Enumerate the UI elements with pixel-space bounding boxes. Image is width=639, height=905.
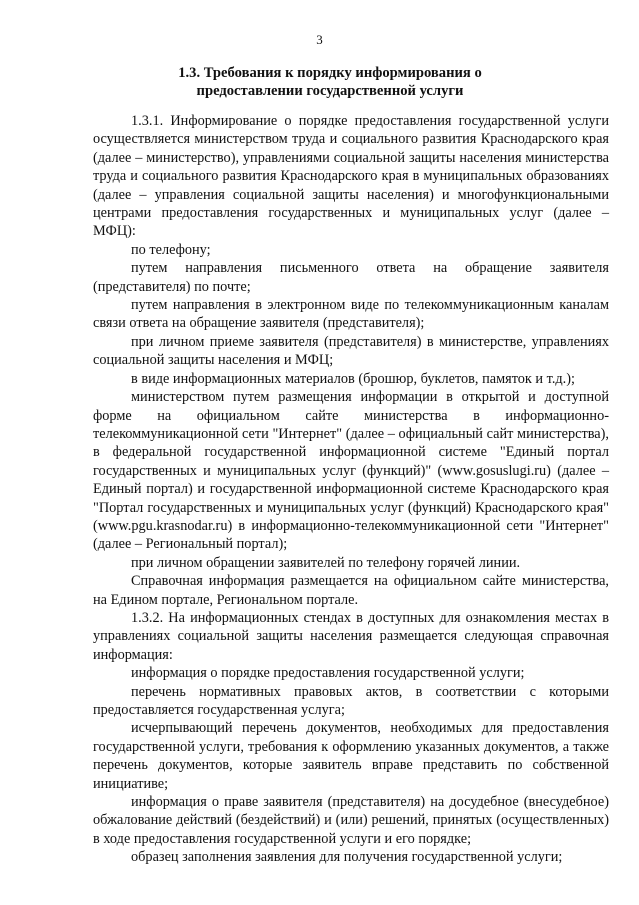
- paragraph-by-mail: путем направления письменного ответа на обращение заявителя (представителя) по почте;: [93, 260, 609, 295]
- paragraph-1-3-2: 1.3.2. На информационных стендах в доступных для ознакомления местах в управлениях социальной защиты населения размещается следующая справочная информация:: [93, 609, 609, 663]
- paragraph-application-sample: образец заполнения заявления для получения государственной услуги;: [131, 849, 563, 866]
- paragraph-procedure-info: информация о порядке предоставления государственной услуги;: [131, 665, 525, 682]
- paragraph-internet-placement: министерством путем размещения информации в открытой и доступной форме на официальном сайте министерства в информационно-телекоммуникационной сети "Интернет" (далее – официальный сайт министерства), в федеральной государственной информационной системе "Единый портал государственных и муниципальных услуг (функций)" (www.gosuslugi.ru) (далее – Единый портал) и государственной информационной системе Краснодарского края "Портал государственных и муниципальных услуг (функций) Краснодарского края" (www.pgu.krasnodar.ru) в информационно-телекоммуникационной сети "Интернет" (далее – Региональный портал);: [93, 389, 609, 553]
- page-number: 3: [316, 32, 323, 47]
- paragraph-personal-reception: при личном приеме заявителя (представителя) в министерстве, управлениях социальной защиты населения и МФЦ;: [93, 333, 609, 369]
- paragraph-legal-acts: перечень нормативных правовых актов, в соответствии с которыми предоставляется государственная услуга;: [93, 683, 609, 718]
- paragraph-electronic: путем направления в электронном виде по телекоммуникационным каналам связи ответа на обращение заявителя (представителя);: [93, 297, 609, 332]
- paragraph-by-phone: по телефону;: [131, 241, 211, 258]
- section-heading: [80, 64, 580, 100]
- section-heading-line-1: 1.3. Требования к порядку информирования о: [178, 65, 482, 81]
- paragraph-info-materials: в виде информационных материалов (брошюр, буклетов, памяток и т.д.);: [131, 370, 575, 387]
- paragraph-reference-info: Справочная информация размещается на официальном сайте министерства, на Едином портале, Региональном портале.: [93, 573, 609, 608]
- paragraph-hotline: при личном обращении заявителей по телефону горячей линии.: [131, 554, 521, 571]
- paragraph-appeal-right: информация о праве заявителя (представителя) на досудебное (внесудебное) обжалование действий (бездействий) и (или) решений, принятых (осуществленных) в ходе предоставления государственной услуги и его порядке;: [93, 794, 609, 847]
- document-body: [93, 112, 609, 867]
- section-heading-line-2: предоставлении государственной услуги: [196, 83, 464, 99]
- paragraph-1-3-1: 1.3.1. Информирование о порядке предоставления государственной услуги осуществляется министерством труда и социального развития Краснодарского края (далее – министерство), управлениями социальной защиты населения министерства труда и социального развития Краснодарского края в муниципальных образованиях (далее – управления социальной защиты населения) и многофункциональными центрами предоставления государственных и муниципальных услуг (далее – МФЦ):: [93, 113, 609, 240]
- paragraph-documents-list: исчерпывающий перечень документов, необходимых для предоставления государственной услуги, требования к оформлению указанных документов, а также перечень документов, которые заявитель вправе представить по собственной инициативе;: [93, 720, 609, 792]
